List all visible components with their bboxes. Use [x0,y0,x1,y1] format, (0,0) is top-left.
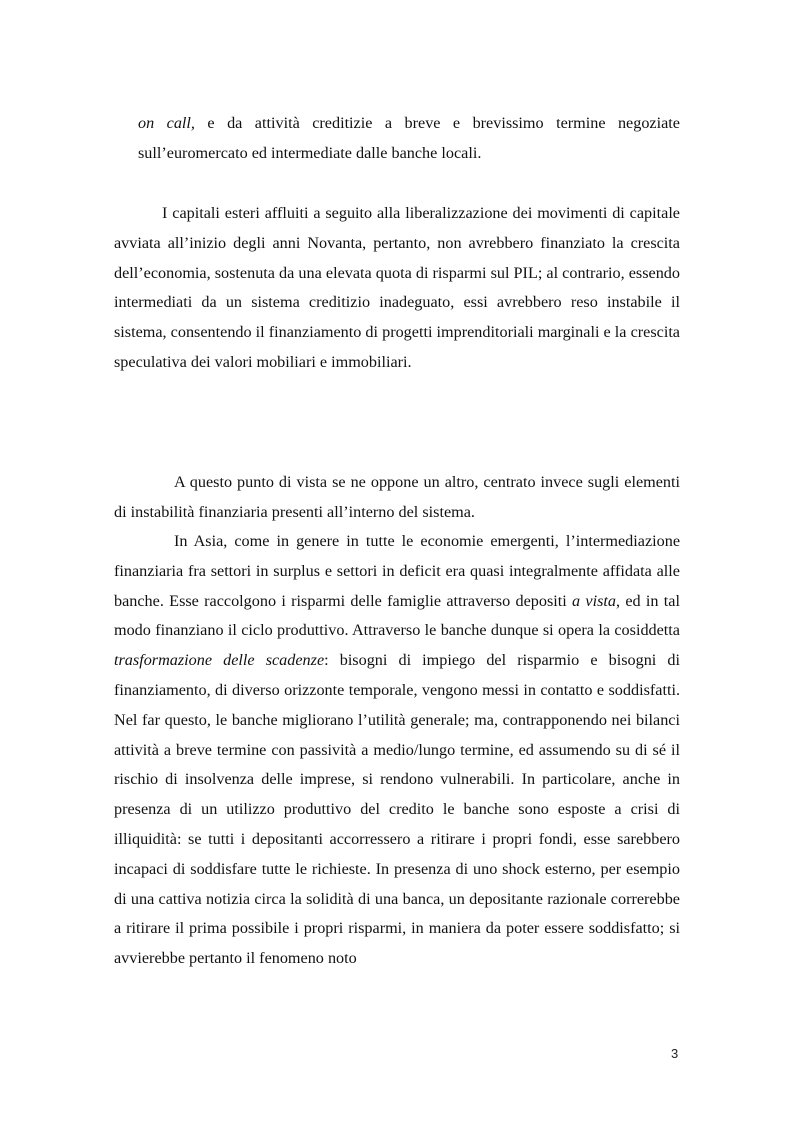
paragraph-continuation-text: e da attività creditizie a breve e brevissimo termine negoziate sull’euromercato ed intermediate dalle banche locali. [138,114,680,162]
paragraph-foreign-capital-text: I capitali esteri affluiti a seguito alla liberalizzazione dei movimenti di capitale avviata all’inizio degli anni Novanta, pertanto, non avrebbero finanziato la crescita dell’economia, sostenuta da una elevata quota di risparmi sul PIL; al contrario, essendo intermediati da un sistema creditizio inadeguato, essi avrebbero reso instabile il sistema, consentendo il finanziamento di progetti imprenditoriali marginali e la crescita speculativa dei valori mobiliari e immobiliari. [114,204,680,371]
paragraph-asia-text-3: : bisogni di impiego del risparmio e bisogni di finanziamento, di diverso orizzonte temporale, vengono messi in contatto e soddisfatti. Nel far questo, le banche migliorano l’utilità generale; ma, contrapponendo nei bilanci attività a breve termine con passività a medio/lungo termine, ed assumendo su di sé il rischio di insolvenza delle imprese, si rendono vulnerabili. In particolare, anche in presenza di un utilizzo produttivo del credito le banche sono esposte a crisi di illiquidità: se tutti i depositanti accorressero a ritirare i propri fondi, esse sarebbero incapaci di soddisfare tutte le richieste. In presenza di uno shock esterno, per esempio di una cattiva notizia circa la solidità di una banca, un depositante razionale correrebbe a ritirare il prima possibile i propri risparmi, in maniera da poter essere soddisfatto; si avvierebbe pertanto il fenomeno noto [114,651,680,968]
paragraph-continuation [138,109,680,169]
paragraph-opposing-view [114,468,680,528]
paragraph-opposing-view-text: A questo punto di vista se ne oppone un altro, centrato invece sugli elementi di instabilità finanziaria presenti all’interno del sistema. [114,473,680,521]
page-number: 3 [671,1046,679,1061]
paragraph-asia-text-1: In Asia, come in genere in tutte le economie emergenti, l’intermediazione finanziaria fra settori in surplus e settori in deficit era quasi integralmente affidata alle banche. Esse raccolgono i risparmi delle famiglie attraverso depositi [114,532,680,610]
italic-term-trasformazione: trasformazione delle scadenze [114,651,325,670]
paragraph-asia-text-2: , ed in tal modo finanziano il ciclo produttivo. Attraverso le banche dunque si opera la cosiddetta [114,591,680,640]
italic-term-on-call: on call, [138,114,195,132]
paragraph-asia-intermediation [114,527,680,974]
italic-term-a-vista: a vista [572,591,616,610]
paragraph-foreign-capital [114,199,680,378]
